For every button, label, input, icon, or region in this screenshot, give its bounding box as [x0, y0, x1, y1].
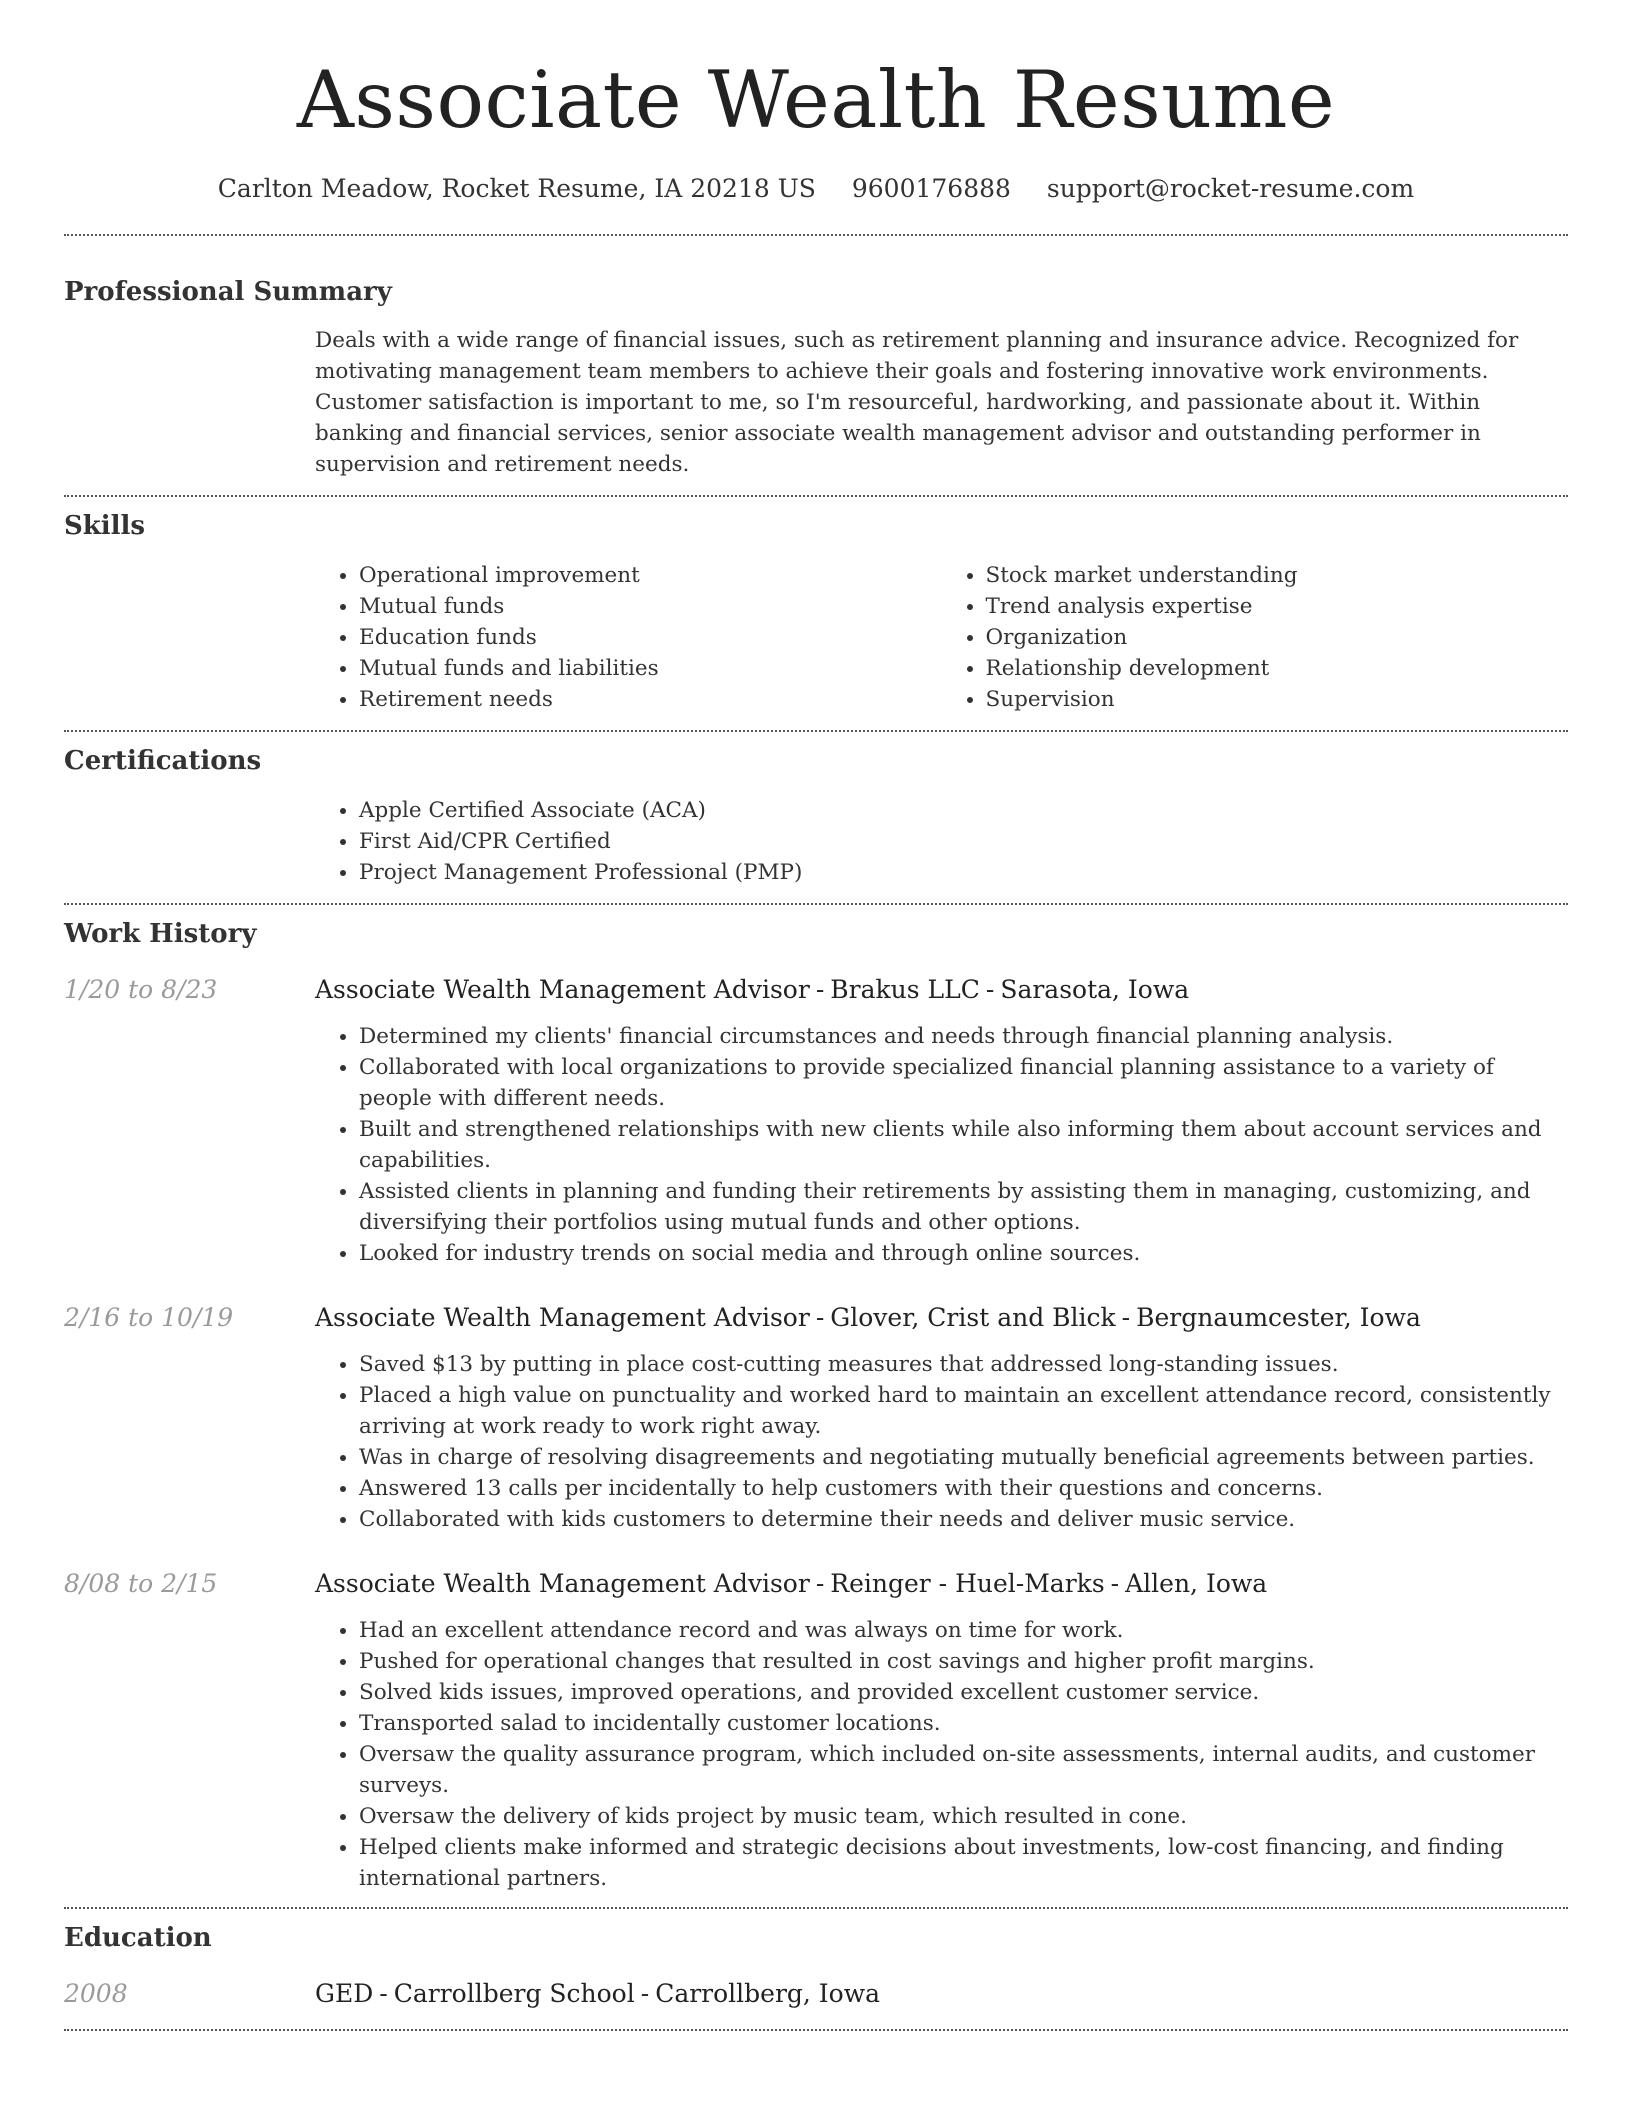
- job-dates: 2/16 to 10/19: [64, 1303, 234, 1332]
- job-entry: [64, 973, 1568, 1269]
- job-bullet: • Oversaw the quality assurance program, which included on-site assessments, internal audits, and customer surveys.: [359, 1739, 1568, 1801]
- skill-item: • Education funds: [359, 622, 942, 653]
- section-work-history: [64, 917, 1568, 1894]
- separator: -: [815, 1303, 825, 1332]
- job-bullet: • Collaborated with local organizations to provide specialized financial planning assistance to a variety of people with different needs.: [359, 1052, 1568, 1114]
- education-school: Carrollberg School: [393, 1979, 635, 2008]
- skills-list-right: [942, 560, 1569, 715]
- job-bullet: • Pushed for operational changes that resulted in cost savings and higher profit margins.: [359, 1646, 1568, 1677]
- education-location: Carrollberg, Iowa: [655, 1979, 881, 2008]
- job-header: [64, 973, 1568, 1007]
- job-title-line: [315, 1301, 1421, 1335]
- job-entry: [64, 1567, 1568, 1894]
- job-bullet: • Collaborated with kids customers to determine their needs and deliver music service.: [359, 1504, 1568, 1535]
- certification-item: • Apple Certified Associate (ACA): [359, 795, 1568, 826]
- separator: -: [1110, 1569, 1120, 1598]
- contact-phone: 9600176888: [851, 174, 1011, 203]
- skill-item: • Mutual funds: [359, 591, 942, 622]
- job-company: Reinger - Huel-Marks: [830, 1569, 1105, 1598]
- skill-item: • Operational improvement: [359, 560, 942, 591]
- certifications-list: [315, 795, 1568, 888]
- contact-address: Carlton Meadow, Rocket Resume, IA 20218 US: [217, 174, 816, 203]
- skill-item: • Supervision: [986, 684, 1569, 715]
- section-certifications: [64, 744, 1568, 888]
- divider: [64, 495, 1568, 497]
- job-bullets: [315, 1349, 1568, 1535]
- job-bullet: • Answered 13 calls per incidentally to help customers with their questions and concerns.: [359, 1473, 1568, 1504]
- job-bullet: • Looked for industry trends on social media and through online sources.: [359, 1238, 1568, 1269]
- job-location: Allen, Iowa: [1125, 1569, 1268, 1598]
- job-header: [64, 1567, 1568, 1601]
- job-bullet: • Saved $13 by putting in place cost-cutting measures that addressed long-standing issues.: [359, 1349, 1568, 1380]
- skill-item: • Trend analysis expertise: [986, 591, 1569, 622]
- job-bullet: • Assisted clients in planning and funding their retirements by assisting them in managing, customizing, and diversifying their portfolios using mutual funds and other options.: [359, 1176, 1568, 1238]
- job-title-line: [315, 1567, 1267, 1601]
- job-bullets-body: [315, 1349, 1568, 1535]
- job-title: Associate Wealth Management Advisor: [315, 1303, 810, 1332]
- divider: [64, 1907, 1568, 1909]
- contact-line: [64, 172, 1568, 206]
- job-title: Associate Wealth Management Advisor: [315, 1569, 810, 1598]
- skill-item: • Retirement needs: [359, 684, 942, 715]
- job-bullets: [315, 1615, 1568, 1894]
- divider: [64, 2029, 1568, 2031]
- skill-item: • Relationship development: [986, 653, 1569, 684]
- separator: -: [815, 1569, 825, 1598]
- education-line: [315, 1977, 880, 2011]
- job-bullets: [315, 1021, 1568, 1269]
- section-heading-work-history: Work History: [64, 919, 257, 949]
- certification-item: • First Aid/CPR Certified: [359, 826, 1568, 857]
- job-location: Bergnaumcester, Iowa: [1136, 1303, 1421, 1332]
- job-entry: [64, 1301, 1568, 1535]
- job-bullet: • Determined my clients' financial circumstances and needs through financial planning analysis.: [359, 1021, 1568, 1052]
- certification-item: • Project Management Professional (PMP): [359, 857, 1568, 888]
- section-skills: [64, 509, 1568, 715]
- divider: [64, 903, 1568, 905]
- divider: [64, 730, 1568, 732]
- job-company: Brakus LLC: [830, 975, 980, 1004]
- summary-text: Deals with a wide range of financial issues, such as retirement planning and insurance advice. Recognized for motivating management team members to achieve their goals and fostering innovative work environments. Customer satisfaction is important to me, so I'm resourceful, hardworking, and passionate about it. Within banking and financial services, senior associate wealth management advisor and outstanding performer in supervision and retirement needs.: [315, 328, 1519, 477]
- job-title-line: [315, 973, 1189, 1007]
- job-location: Sarasota, Iowa: [1000, 975, 1190, 1004]
- job-bullet: • Oversaw the delivery of kids project by music team, which resulted in cone.: [359, 1801, 1568, 1832]
- separator: -: [815, 975, 825, 1004]
- resume-page: [64, 0, 1568, 2031]
- section-heading-skills: Skills: [64, 511, 146, 541]
- job-bullets-body: [315, 1021, 1568, 1269]
- job-bullet: • Transported salad to incidentally customer locations.: [359, 1708, 1568, 1739]
- job-title: Associate Wealth Management Advisor: [315, 975, 810, 1004]
- separator: -: [640, 1979, 650, 2008]
- section-summary: [64, 275, 1568, 480]
- job-bullet: • Built and strengthened relationships with new clients while also informing them about account services and capabilities.: [359, 1114, 1568, 1176]
- job-company: Glover, Crist and Blick: [830, 1303, 1116, 1332]
- education-entry: [64, 1977, 1568, 2011]
- contact-email: support@rocket-resume.com: [1046, 174, 1415, 203]
- separator: -: [379, 1979, 388, 2008]
- job-dates: 1/20 to 8/23: [64, 975, 218, 1004]
- job-bullet: • Placed a high value on punctuality and worked hard to maintain an excellent attendance record, consistently arriving at work ready to work right away.: [359, 1380, 1568, 1442]
- section-heading-certifications: Certifications: [64, 746, 262, 776]
- job-bullets-body: [315, 1615, 1568, 1894]
- section-heading-summary: Professional Summary: [64, 277, 392, 307]
- job-bullet: • Was in charge of resolving disagreements and negotiating mutually beneficial agreements between parties.: [359, 1442, 1568, 1473]
- job-bullet: • Had an excellent attendance record and was always on time for work.: [359, 1615, 1568, 1646]
- job-bullet: • Solved kids issues, improved operations, and provided excellent customer service.: [359, 1677, 1568, 1708]
- job-bullet: • Helped clients make informed and strategic decisions about investments, low-cost financing, and finding international partners.: [359, 1832, 1568, 1894]
- divider: [64, 234, 1568, 236]
- education-degree: GED: [315, 1979, 374, 2008]
- job-header: [64, 1301, 1568, 1335]
- skills-grid: [315, 560, 1568, 715]
- separator: -: [985, 975, 995, 1004]
- certifications-body: [315, 795, 1568, 888]
- skill-item: • Organization: [986, 622, 1569, 653]
- resume-title: Associate Wealth Resume: [296, 54, 1336, 146]
- section-education: [64, 1921, 1568, 2011]
- section-heading-education: Education: [64, 1923, 212, 1953]
- separator: -: [1121, 1303, 1131, 1332]
- skill-item: • Mutual funds and liabilities: [359, 653, 942, 684]
- skill-item: • Stock market understanding: [986, 560, 1569, 591]
- skills-list-left: [315, 560, 942, 715]
- education-year: 2008: [64, 1979, 128, 2008]
- job-dates: 8/08 to 2/15: [64, 1569, 218, 1598]
